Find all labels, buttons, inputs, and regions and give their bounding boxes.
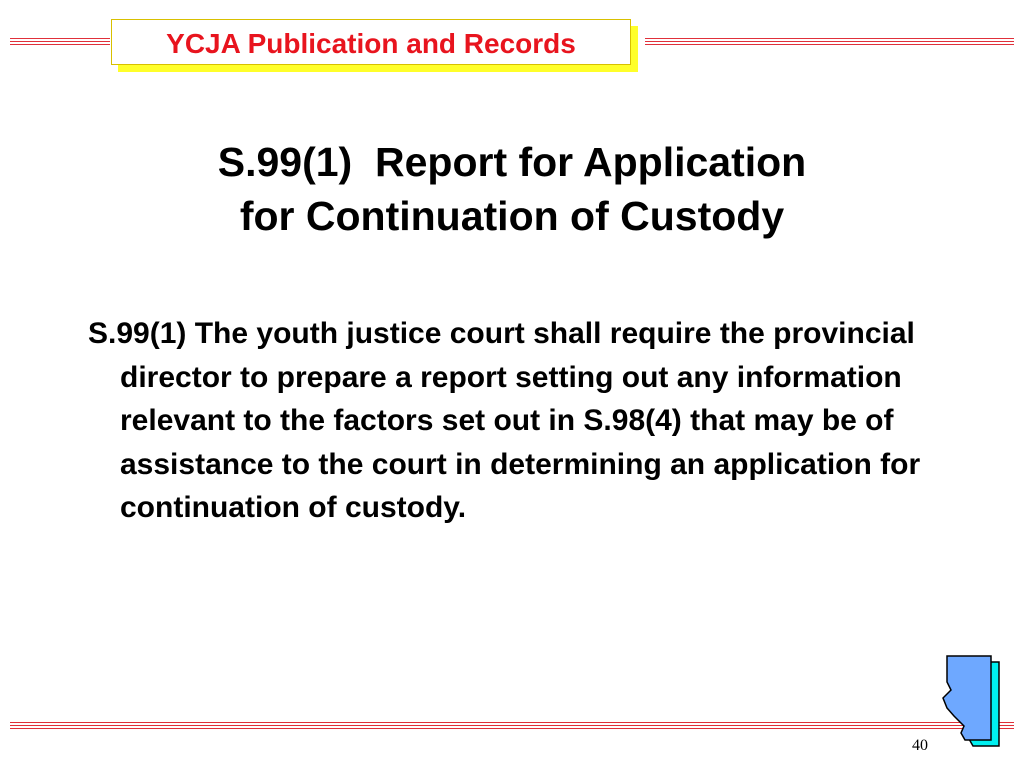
bottom-rule — [10, 722, 1014, 729]
slide-title — [0, 135, 1024, 243]
alberta-map-icon — [936, 652, 1008, 752]
body-paragraph: S.99(1) The youth justice court shall require the provincial director to prepare a report setting out any information relevant to the factors set out in S.98(4) that may be of assistance to the court in determining an application for continuation of custody. — [88, 317, 921, 524]
top-rule-right — [645, 38, 1014, 45]
page-number: 40 — [912, 737, 928, 754]
slide-title-line-2: for Continuation of Custody — [239, 193, 785, 239]
slide-title-line-1: S.99(1) Report for Application — [217, 139, 807, 185]
header-title: YCJA Publication and Records — [166, 28, 576, 59]
top-rule-left — [10, 38, 110, 45]
header-box — [111, 19, 631, 65]
